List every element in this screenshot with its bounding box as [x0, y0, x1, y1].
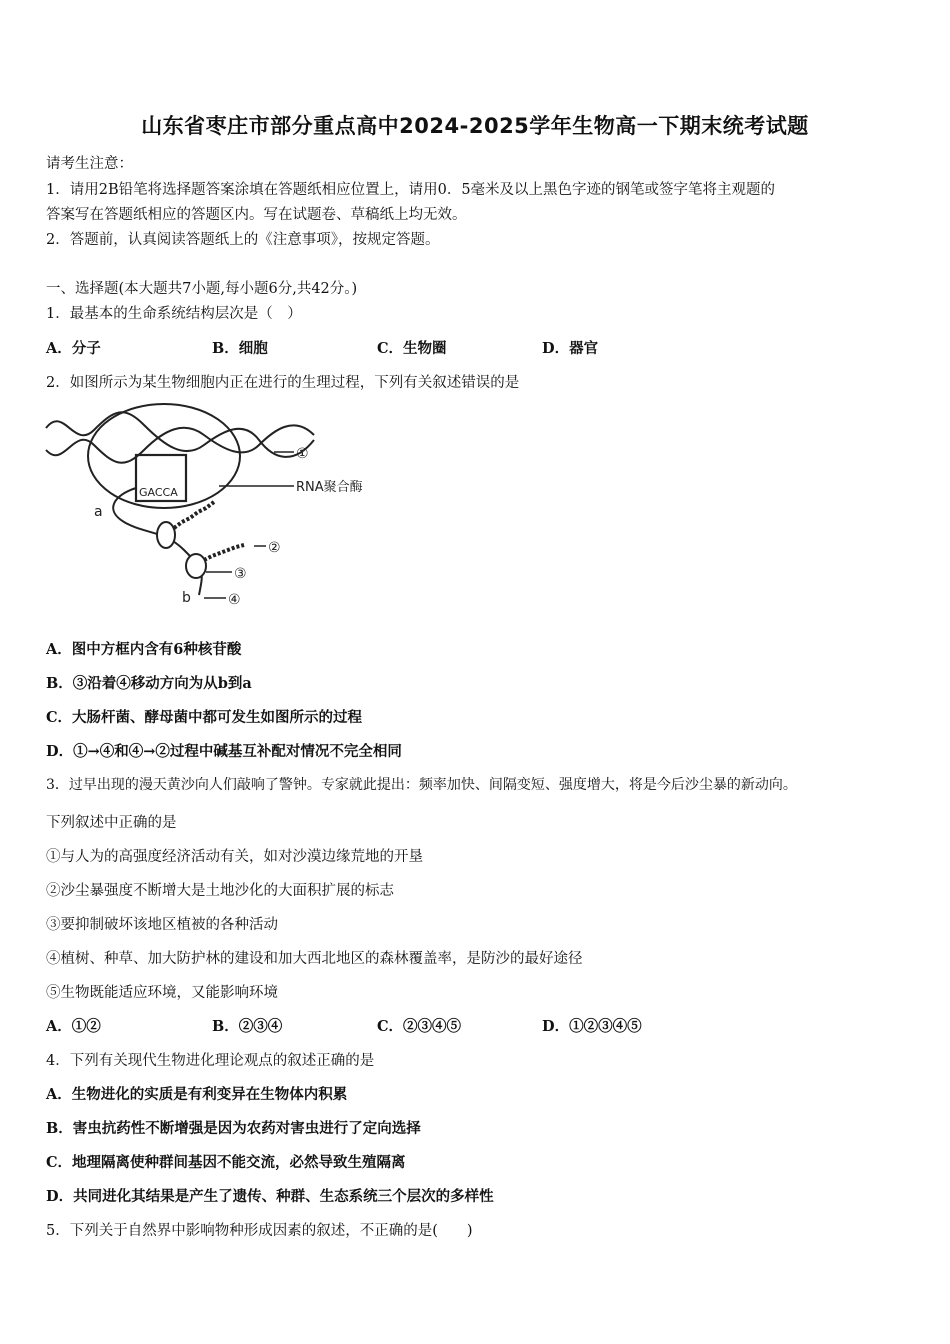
label-b: b	[182, 590, 191, 606]
label-4: ④	[228, 592, 241, 608]
q1-option-d: D．器官	[542, 340, 599, 357]
notice-item-2: 2．答题前，认真阅读答题纸上的《注意事项》，按规定答题。	[46, 232, 440, 248]
section-heading: 一、选择题(本大题共7小题,每小题6分,共42分。)	[46, 281, 358, 297]
notice-heading: 请考生注意：	[46, 156, 133, 172]
q3-sub: 下列叙述中正确的是	[46, 815, 177, 831]
q3-option-c: C．②③④⑤	[377, 1018, 462, 1035]
dna-strand-1	[46, 412, 314, 457]
q3-stem: 3．过早出现的漫天黄沙向人们敲响了警钟。专家就此提出：频率加快、间隔变短、强度增大，将是今后沙尘暴的新动向。	[46, 777, 797, 793]
label-3: ③	[234, 566, 247, 582]
q3-option-b: B．②③④	[212, 1018, 283, 1035]
q3-option-a: A．①②	[46, 1018, 101, 1035]
notice-item-1-line-1: 1．请用2B铅笔将选择题答案涂填在答题纸相应位置上，请用0．5毫米及以上黑色字迹的钢笔或签字笔将主观题的	[46, 182, 776, 198]
q4-option-b: B．害虫抗药性不断增强是因为农药对害虫进行了定向选择	[46, 1120, 421, 1137]
label-2: ②	[268, 540, 281, 556]
q4-option-c: C．地理隔离使种群间基因不能交流，必然导致生殖隔离	[46, 1154, 406, 1171]
exam-title: 山东省枣庄市部分重点高中2024-2025学年生物高一下期末统考试题	[141, 114, 809, 138]
label-1: ①	[296, 446, 309, 462]
q3-statement-4: ④植树、种草、加大防护林的建设和加大西北地区的森林覆盖率，是防沙的最好途径	[46, 951, 583, 967]
ribosome-1	[157, 522, 175, 548]
ribosome-2	[186, 554, 206, 578]
q2-option-b: B．③沿着④移动方向为从b到a	[46, 675, 252, 692]
q3-statement-1: ①与人为的高强度经济活动有关，如对沙漠边缘荒地的开垦	[46, 849, 423, 865]
q2-option-c: C．大肠杆菌、酵母菌中都可发生如图所示的过程	[46, 709, 363, 726]
box-sequence-text: GACCA	[139, 486, 178, 499]
q3-statement-2: ②沙尘暴强度不断增大是土地沙化的大面积扩展的标志	[46, 883, 394, 899]
q2-option-d: D．①→④和④→②过程中碱基互补配对情况不完全相同	[46, 743, 402, 760]
label-rna-polymerase: RNA聚合酶	[296, 480, 363, 495]
q1-option-a: A．分子	[46, 340, 101, 357]
label-a: a	[94, 504, 103, 520]
q5-stem: 5．下列关于自然界中影响物种形成因素的叙述，不正确的是( )	[46, 1223, 473, 1239]
notice-item-1-line-2: 答案写在答题纸相应的答题区内。写在试题卷、草稿纸上均无效。	[46, 207, 467, 223]
transcription-translation-figure	[44, 400, 394, 615]
polypeptide-2	[204, 545, 244, 560]
q2-stem: 2．如图所示为某生物细胞内正在进行的生理过程，下列有关叙述错误的是	[46, 375, 520, 391]
q3-statement-3: ③要抑制破坏该地区植被的各种活动	[46, 917, 278, 933]
dna-strand-2	[46, 425, 314, 462]
q1-stem: 1．最基本的生命系统结构层次是（ ）	[46, 306, 302, 322]
q4-stem: 4．下列有关现代生物进化理论观点的叙述正确的是	[46, 1053, 375, 1069]
q4-option-d: D．共同进化其结果是产生了遗传、种群、生态系统三个层次的多样性	[46, 1188, 494, 1205]
q3-option-d: D．①②③④⑤	[542, 1018, 642, 1035]
q3-statement-5: ⑤生物既能适应环境，又能影响环境	[46, 985, 278, 1001]
q1-option-c: C．生物圈	[377, 340, 447, 357]
q4-option-a: A．生物进化的实质是有利变异在生物体内积累	[46, 1086, 348, 1103]
q2-option-a: A．图中方框内含有6种核苷酸	[46, 641, 242, 658]
q1-option-b: B．细胞	[212, 340, 268, 357]
polypeptide-1	[174, 502, 214, 528]
